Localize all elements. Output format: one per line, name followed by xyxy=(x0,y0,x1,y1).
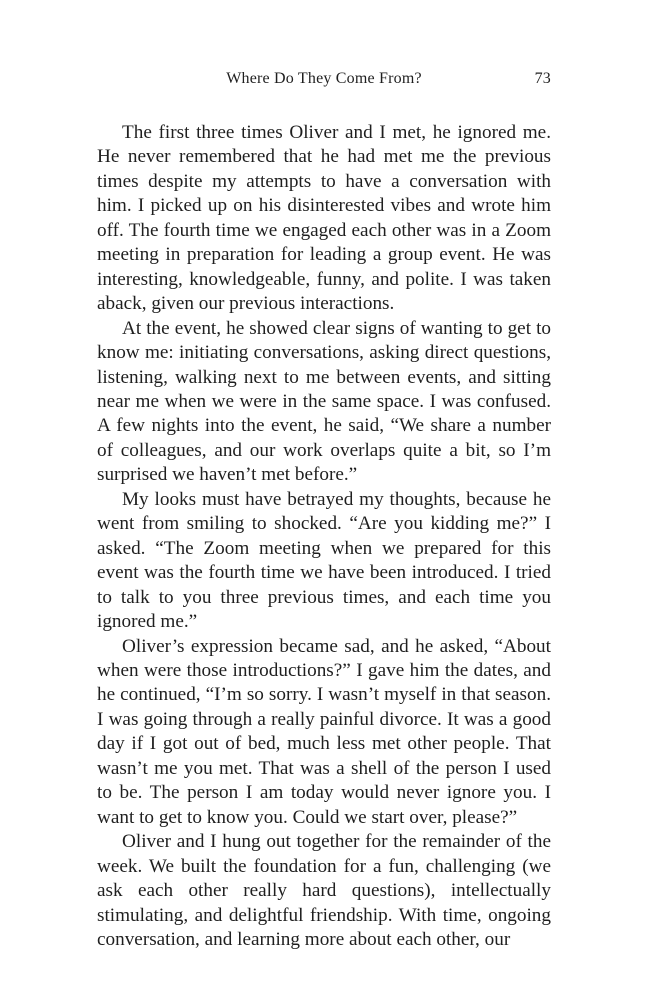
running-title: Where Do They Come From? xyxy=(226,70,422,87)
paragraph: The first three times Oliver and I met, he ignored me. He never remembered that he had met me the previous times despite my attempts to have a conversation with him. I picked up on his disinterested vibes and wrote him off. The fourth time we engaged each other was in a Zoom meeting in preparation for leading a group event. He was interesting, knowledgeable, funny, and polite. I was taken aback, given our previous interactions. xyxy=(97,122,551,315)
page-number: 73 xyxy=(534,70,551,87)
paragraph: My looks must have betrayed my thoughts, because he went from smiling to shocked. “Are you kidding me?” I asked. “The Zoom meeting when we prepared for this event was the fourth time we have been introduced. I tried to talk to you three previous times, and each time you ignored me.” xyxy=(97,488,551,633)
paragraph: Oliver and I hung out together for the remainder of the week. We built the foundation for a fun, challenging (we ask each other really hard questions), intellectually stimulating, and delightful friendship. With time, ongoing conversation, and learning more about each other, our xyxy=(97,831,551,950)
running-header xyxy=(97,70,551,94)
body-text xyxy=(97,121,551,952)
paragraph: At the event, he showed clear signs of wanting to get to know me: initiating conversations, asking direct questions, listening, walking next to me between events, and sitting near me when we were in the same space. I was confused. A few nights into the event, he said, “We share a number of colleagues, and our work overlaps quite a bit, so I’m surprised we haven’t met before.” xyxy=(97,317,551,486)
paragraph: Oliver’s expression became sad, and he asked, “About when were those introductions?” I gave him the dates, and he continued, “I’m so sorry. I wasn’t myself in that season. I was going through a really painful divorce. It was a good day if I got out of bed, much less met other people. That wasn’t me you met. That was a shell of the person I used to be. The person I am today would never ignore you. I want to get to know you. Could we start over, please?” xyxy=(97,635,551,828)
